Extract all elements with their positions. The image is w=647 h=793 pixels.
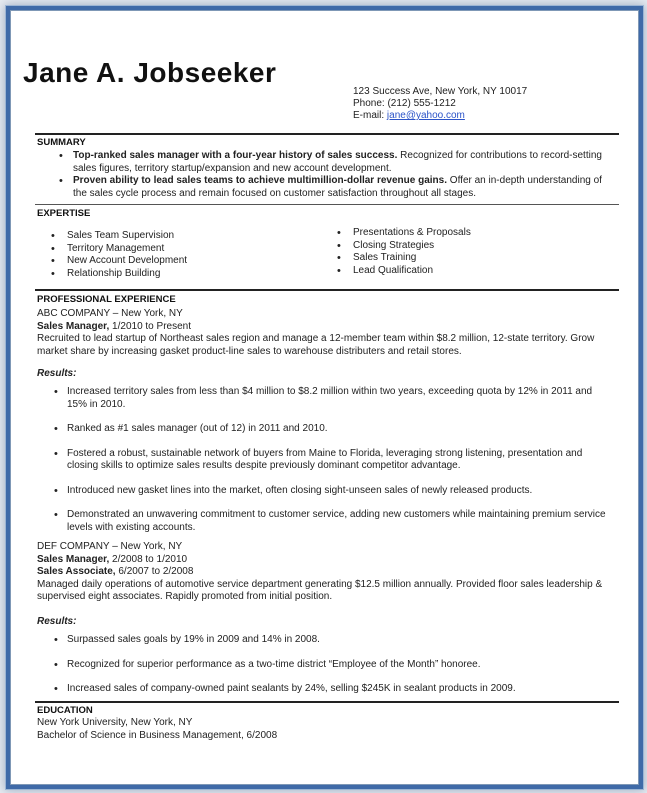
email-link[interactable]: jane@yahoo.com [386, 110, 465, 121]
job-role: Sales Manager, 2/2008 to 1/2010 [37, 553, 188, 565]
email-line [353, 110, 527, 122]
results-list-abc [37, 386, 613, 534]
summary-divider [35, 133, 619, 135]
expertise-heading: EXPERTISE [37, 208, 91, 219]
candidate-name: Jane A. Jobseeker [23, 57, 277, 88]
company-name: ABC COMPANY – New York, NY [37, 308, 183, 319]
result-item: • Increased territory sales from less than $4 million to $8.2 million within two years, exceeding quota by 12% in 2011 and 15% in 2010. [37, 386, 613, 411]
expertise-item: • New Account Development [37, 255, 337, 268]
results-label: Results: [37, 368, 77, 379]
summary-section [37, 150, 613, 200]
company-name: DEF COMPANY – New York, NY [37, 541, 183, 552]
result-item: • Surpassed sales goals by 19% in 2009 and 14% in 2008. [37, 634, 613, 647]
resume-page [10, 10, 639, 785]
experience-divider [35, 289, 619, 291]
expertise-item: • Sales Training [323, 252, 583, 265]
job-role: Sales Manager, 1/2010 to Present [37, 320, 191, 332]
results-label: Results: [37, 616, 77, 627]
summary-item: • Top-ranked sales manager with a four-year history of sales success. Recognized for contributions to record-setting sales figures, territory startup/expansion and new account development. [37, 150, 613, 175]
expertise-item: • Relationship Building [37, 268, 337, 281]
contact-info [353, 86, 527, 122]
result-item: • Fostered a robust, sustainable network of buyers from Maine to Florida, leveraging strong listening, presentation and closing skills to optimize sales results despite previously dominant competitor advantage. [37, 448, 613, 473]
result-item: • Recognized for superior performance as a two-time district “Employee of the Month” honoree. [37, 659, 613, 672]
result-item: • Increased sales of company-owned paint sealants by 24%, selling $245K in sealant products in 2009. [37, 683, 613, 696]
address: 123 Success Ave, New York, NY 10017 [353, 86, 528, 97]
expertise-item: • Presentations & Proposals [323, 227, 583, 240]
job-description: Managed daily operations of automotive service department generating $12.5 million annually. Provided floor sales leadership & supervised eight associates. Rapidly promoted from initial position. [37, 578, 603, 602]
degree: Bachelor of Science in Business Management, 6/2008 [37, 729, 278, 741]
education-heading: EDUCATION [37, 705, 93, 716]
summary-item: • Proven ability to lead sales teams to achieve multimillion-dollar revenue gains. Offer an in-depth understanding of the sales cycle process and remain focused on customer satisfaction throughout all stages. [37, 175, 613, 200]
job-def [37, 541, 613, 604]
school: New York University, New York, NY [37, 717, 193, 728]
expertise-item: • Closing Strategies [323, 240, 583, 253]
expertise-right [323, 227, 583, 277]
experience-heading: PROFESSIONAL EXPERIENCE [37, 294, 176, 305]
expertise-left [37, 230, 337, 280]
results-list-def [37, 634, 613, 696]
result-item: • Demonstrated an unwavering commitment to customer service, adding new customers while maintaining premium service levels with existing accounts. [37, 509, 613, 534]
job-description: Recruited to lead startup of Northeast sales region and manage a 12-member team within $8.2 million, 12-state territory. Grow market share by increasing gasket product-line sales to warehouse distributers and retail stores. [37, 333, 595, 357]
expertise-divider [35, 204, 619, 205]
expertise-item: • Territory Management [37, 243, 337, 256]
education-section [37, 717, 613, 742]
expertise-item: • Sales Team Supervision [37, 230, 337, 243]
email-label: E-mail: [353, 110, 387, 121]
result-item: • Introduced new gasket lines into the market, often closing sight-unseen sales of newly released products. [37, 485, 613, 498]
summary-heading: SUMMARY [37, 137, 86, 148]
phone: Phone: (212) 555-1212 [353, 98, 456, 109]
job-role: Sales Associate, 6/2007 to 2/2008 [37, 566, 194, 577]
result-item: • Ranked as #1 sales manager (out of 12) in 2011 and 2010. [37, 423, 613, 436]
job-abc [37, 308, 613, 358]
expertise-item: • Lead Qualification [323, 265, 583, 278]
education-divider [35, 701, 619, 703]
